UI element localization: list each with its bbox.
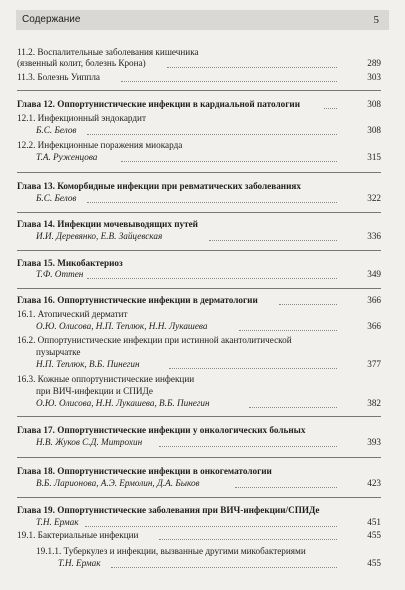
- leader-dots: [85, 526, 337, 527]
- page-number: 5: [373, 14, 379, 26]
- divider: [17, 457, 381, 458]
- leader-dots: [169, 368, 337, 369]
- toc-entry-title: 16.1. Атопический дерматит: [17, 309, 128, 319]
- toc-page-number: 451: [367, 517, 381, 527]
- chapter-title: Глава 17. Оппортунистические инфекции у онкологических больных: [17, 425, 306, 435]
- toc-page-number: 336: [367, 231, 381, 241]
- toc-page-number: 308: [367, 99, 381, 109]
- toc-author: И.И. Деревянко, Е.В. Зайцевская: [36, 231, 163, 241]
- toc-entry-title: 11.2. Воспалительные заболевания кишечника: [17, 47, 199, 57]
- toc-page-number: 322: [367, 193, 381, 203]
- leader-dots: [87, 278, 337, 279]
- toc-entry-title: пузырчатке: [36, 347, 81, 357]
- leader-dots: [167, 67, 337, 68]
- toc-author: Б.С. Белов: [36, 125, 77, 135]
- leader-dots: [249, 407, 337, 408]
- toc-page-number: 303: [367, 72, 381, 82]
- chapter-title: Глава 16. Оппортунистические инфекции в дерматологии: [17, 295, 258, 305]
- toc-author: Н.П. Теплюк, В.Б. Пинегин: [36, 359, 140, 369]
- toc-page-number: 289: [367, 58, 381, 68]
- toc-author: Т.Ф. Оттен: [36, 269, 84, 279]
- toc-page-number: 382: [367, 398, 381, 408]
- leader-dots: [87, 134, 337, 135]
- toc-entry-title: 19.1.1. Туберкулез и инфекции, вызванные другими микобактериями: [36, 546, 306, 556]
- toc-entry-title: 16.3. Кожные оппортунистические инфекции: [17, 374, 195, 384]
- toc-page-number: 366: [367, 321, 381, 331]
- toc-author: Т.Н. Ермак: [58, 558, 101, 568]
- leader-dots: [209, 240, 337, 241]
- leader-dots: [235, 487, 337, 488]
- toc-page-number: 315: [367, 152, 381, 162]
- toc-page-number: 455: [367, 530, 381, 540]
- toc-page-number: 377: [367, 359, 381, 369]
- toc-entry-title: 11.3. Болезнь Уиппла: [17, 72, 100, 82]
- leader-dots: [111, 567, 337, 568]
- running-header: [16, 10, 389, 30]
- toc-entry-title: 12.1. Инфекционный эндокардит: [17, 113, 146, 123]
- toc-page-number: 349: [367, 269, 381, 279]
- leader-dots: [279, 304, 337, 305]
- leader-dots: [121, 161, 337, 162]
- toc-author: Т.Н. Ермак: [36, 517, 79, 527]
- divider: [17, 497, 381, 498]
- toc-entry-title: 12.2. Инфекционные поражения миокарда: [17, 140, 183, 150]
- toc-page-number: 308: [367, 125, 381, 135]
- leader-dots: [121, 81, 337, 82]
- chapter-title: Глава 14. Инфекции мочевыводящих путей: [17, 219, 198, 229]
- toc-author: О.Ю. Олисова, Н.П. Теплюк, Н.Н. Лукашева: [36, 321, 208, 331]
- chapter-title: Глава 15. Микобактериоз: [17, 258, 123, 268]
- leader-dots: [159, 446, 337, 447]
- divider: [17, 212, 381, 213]
- section-title: Содержание: [22, 14, 81, 25]
- divider: [17, 90, 381, 91]
- leader-dots: [159, 539, 337, 540]
- toc-author: Н.В. Жуков С.Д. Митрохин: [36, 437, 143, 447]
- divider: [17, 288, 381, 289]
- leader-dots: [87, 202, 337, 203]
- divider: [17, 416, 381, 417]
- divider: [17, 172, 381, 173]
- toc-entry-title: 16.2. Оппортунистические инфекции при истинной акантолитической: [17, 335, 292, 345]
- toc-author: О.Ю. Олисова, Н.Н. Лукашева, В.Б. Пинегин: [36, 398, 210, 408]
- leader-dots: [324, 108, 337, 109]
- toc-author: Т.А. Руженцова: [36, 152, 98, 162]
- toc-entry-title: 19.1. Бактериальные инфекции: [17, 530, 139, 540]
- toc-entry-title: (язвенный колит, болезнь Крона): [17, 58, 146, 68]
- leader-dots: [239, 330, 337, 331]
- toc-entry-title: при ВИЧ-инфекции и СПИДе: [36, 386, 153, 396]
- toc-page-number: 393: [367, 437, 381, 447]
- toc-page-number: 423: [367, 478, 381, 488]
- toc-page-number: 366: [367, 295, 381, 305]
- divider: [17, 250, 381, 251]
- toc-author: Б.С. Белов: [36, 193, 77, 203]
- chapter-title: Глава 19. Оппортунистические заболевания при ВИЧ-инфекции/СПИДе: [17, 505, 320, 515]
- chapter-title: Глава 13. Коморбидные инфекции при ревматических заболеваниях: [17, 181, 301, 191]
- chapter-title: Глава 18. Оппортунистические инфекции в онкогематологии: [17, 466, 272, 476]
- chapter-title: Глава 12. Оппортунистические инфекции в кардиальной патологии: [17, 99, 300, 109]
- toc-author: В.Б. Ларионова, А.Э. Ермолин, Д.А. Быков: [36, 478, 200, 488]
- toc-page-number: 455: [367, 558, 381, 568]
